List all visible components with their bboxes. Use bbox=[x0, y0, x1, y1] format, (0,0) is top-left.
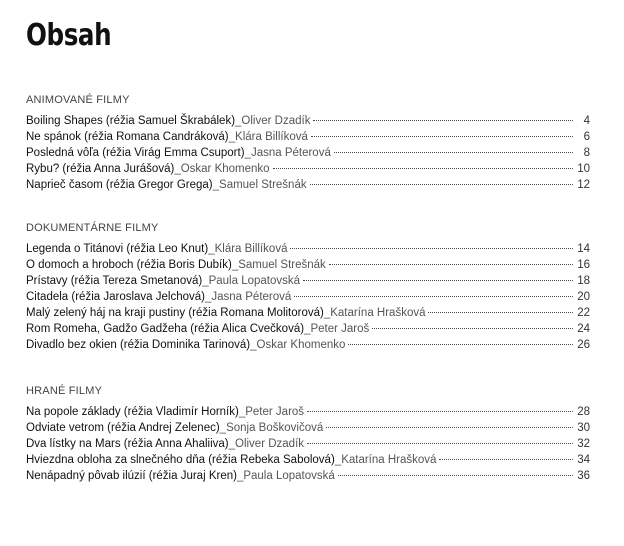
entry-title: Boiling Shapes (réžia Samuel Škrabálek) bbox=[26, 115, 236, 127]
toc-list bbox=[26, 241, 590, 353]
entry-author: _Paula Lopatovská bbox=[202, 275, 301, 287]
entry-title: Na popole základy (réžia Vladimír Horník) bbox=[26, 406, 239, 418]
entry-title: Malý zelený háj na kraji pustiny (réžia Romana Molitorová) bbox=[26, 307, 324, 319]
dot-leader bbox=[329, 264, 573, 265]
entry-title: Rom Romeha, Gadžo Gadžeha (réžia Alica Cvečková) bbox=[26, 323, 305, 335]
entry-page-number: 30 bbox=[577, 422, 590, 434]
toc-entry[interactable] bbox=[26, 337, 590, 353]
entry-author: _Katarína Hrašková bbox=[334, 454, 437, 466]
entry-page-number: 8 bbox=[583, 147, 590, 159]
entry-title: Prístavy (réžia Tereza Smetanová) bbox=[26, 275, 203, 287]
toc-entry[interactable] bbox=[26, 404, 590, 420]
entry-title: Odviate vetrom (réžia Andrej Zelenec) bbox=[26, 422, 220, 434]
dot-leader bbox=[307, 411, 573, 412]
entry-author: _Samuel Strešnák bbox=[231, 259, 326, 271]
entry-page-number: 26 bbox=[577, 339, 590, 351]
dot-leader bbox=[294, 296, 573, 297]
entry-title: Naprieč časom (réžia Gregor Grega) bbox=[26, 179, 213, 191]
entry-page-number: 20 bbox=[577, 291, 590, 303]
toc-list bbox=[26, 113, 590, 193]
entry-title: Hviezdna obloha za slnečného dňa (réžia Rebeka Sabolová) bbox=[26, 454, 335, 466]
entry-page-number: 28 bbox=[577, 406, 590, 418]
dot-leader bbox=[273, 168, 573, 169]
dot-leader bbox=[428, 312, 573, 313]
section-heading: HRANÉ FILMY bbox=[26, 385, 103, 397]
dot-leader bbox=[338, 475, 573, 476]
section-animated-films bbox=[26, 92, 590, 193]
toc-entry[interactable] bbox=[26, 321, 590, 337]
entry-author: _Oskar Khomenko bbox=[250, 339, 346, 351]
toc-list bbox=[26, 404, 590, 484]
entry-author: _Paula Lopatovská bbox=[236, 470, 335, 482]
entry-title: Posledná vôľa (réžia Virág Emma Csuport) bbox=[26, 147, 245, 159]
entry-page-number: 14 bbox=[577, 243, 590, 255]
entry-title: Ne spánok (réžia Romana Candráková) bbox=[26, 131, 229, 143]
entry-page-number: 6 bbox=[583, 131, 590, 143]
dot-leader bbox=[372, 328, 573, 329]
toc-entry[interactable] bbox=[26, 241, 590, 257]
toc-entry[interactable] bbox=[26, 305, 590, 321]
entry-page-number: 10 bbox=[577, 163, 590, 175]
section-heading: ANIMOVANÉ FILMY bbox=[26, 94, 130, 106]
toc-entry[interactable] bbox=[26, 161, 590, 177]
section-documentary-films bbox=[26, 220, 590, 353]
toc-entry[interactable] bbox=[26, 145, 590, 161]
entry-author: _Peter Jaroš bbox=[238, 406, 305, 418]
entry-page-number: 12 bbox=[577, 179, 590, 191]
toc-entry[interactable] bbox=[26, 273, 590, 289]
dot-leader bbox=[307, 443, 573, 444]
entry-page-number: 16 bbox=[577, 259, 590, 271]
toc-entry[interactable] bbox=[26, 113, 590, 129]
toc-entry[interactable] bbox=[26, 177, 590, 193]
entry-title: Nenápadný pôvab ilúzií (réžia Juraj Kren) bbox=[26, 470, 237, 482]
entry-author: _Samuel Strešnák bbox=[212, 179, 307, 191]
entry-title: Rybu? (réžia Anna Jurášová) bbox=[26, 163, 175, 175]
entry-author: _Klára Billíková bbox=[208, 243, 288, 255]
dot-leader bbox=[310, 184, 573, 185]
entry-page-number: 18 bbox=[577, 275, 590, 287]
dot-leader bbox=[311, 136, 573, 137]
dot-leader bbox=[303, 280, 573, 281]
entry-author: _Jasna Péterová bbox=[244, 147, 331, 159]
toc-entry[interactable] bbox=[26, 420, 590, 436]
dot-leader bbox=[313, 120, 573, 121]
entry-page-number: 36 bbox=[577, 470, 590, 482]
entry-author: _Klára Billíková bbox=[228, 131, 308, 143]
entry-page-number: 32 bbox=[577, 438, 590, 450]
entry-page-number: 4 bbox=[583, 115, 590, 127]
entry-author: _Sonja Boškovičová bbox=[219, 422, 324, 434]
dot-leader bbox=[290, 248, 573, 249]
page-title: Obsah bbox=[26, 18, 112, 53]
entry-author: _Oliver Dzadík bbox=[235, 115, 311, 127]
entry-author: _Jasna Péterová bbox=[204, 291, 292, 303]
dot-leader bbox=[348, 344, 573, 345]
entry-title: Legenda o Titánovi (réžia Leo Knut) bbox=[26, 243, 209, 255]
entry-author: _Oliver Dzadík bbox=[228, 438, 305, 450]
dot-leader bbox=[326, 427, 573, 428]
toc-entry[interactable] bbox=[26, 468, 590, 484]
toc-entry[interactable] bbox=[26, 289, 590, 305]
entry-title: Citadela (réžia Jaroslava Jelchová) bbox=[26, 291, 205, 303]
toc-entry[interactable] bbox=[26, 436, 590, 452]
section-feature-films bbox=[26, 383, 590, 484]
entry-author: _Katarína Hrašková bbox=[323, 307, 426, 319]
entry-title: Dva lístky na Mars (réžia Anna Ahaliiva) bbox=[26, 438, 229, 450]
dot-leader bbox=[439, 459, 573, 460]
toc-entry[interactable] bbox=[26, 257, 590, 273]
toc-entry[interactable] bbox=[26, 129, 590, 145]
entry-page-number: 22 bbox=[577, 307, 590, 319]
entry-title: Divadlo bez okien (réžia Dominika Tarinová) bbox=[26, 339, 251, 351]
entry-author: _Peter Jaroš bbox=[304, 323, 370, 335]
entry-title: O domoch a hroboch (réžia Boris Dubík) bbox=[26, 259, 232, 271]
dot-leader bbox=[334, 152, 573, 153]
section-heading: DOKUMENTÁRNE FILMY bbox=[26, 222, 159, 234]
toc-entry[interactable] bbox=[26, 452, 590, 468]
entry-page-number: 34 bbox=[577, 454, 590, 466]
entry-author: _Oskar Khomenko bbox=[174, 163, 270, 175]
entry-page-number: 24 bbox=[577, 323, 590, 335]
